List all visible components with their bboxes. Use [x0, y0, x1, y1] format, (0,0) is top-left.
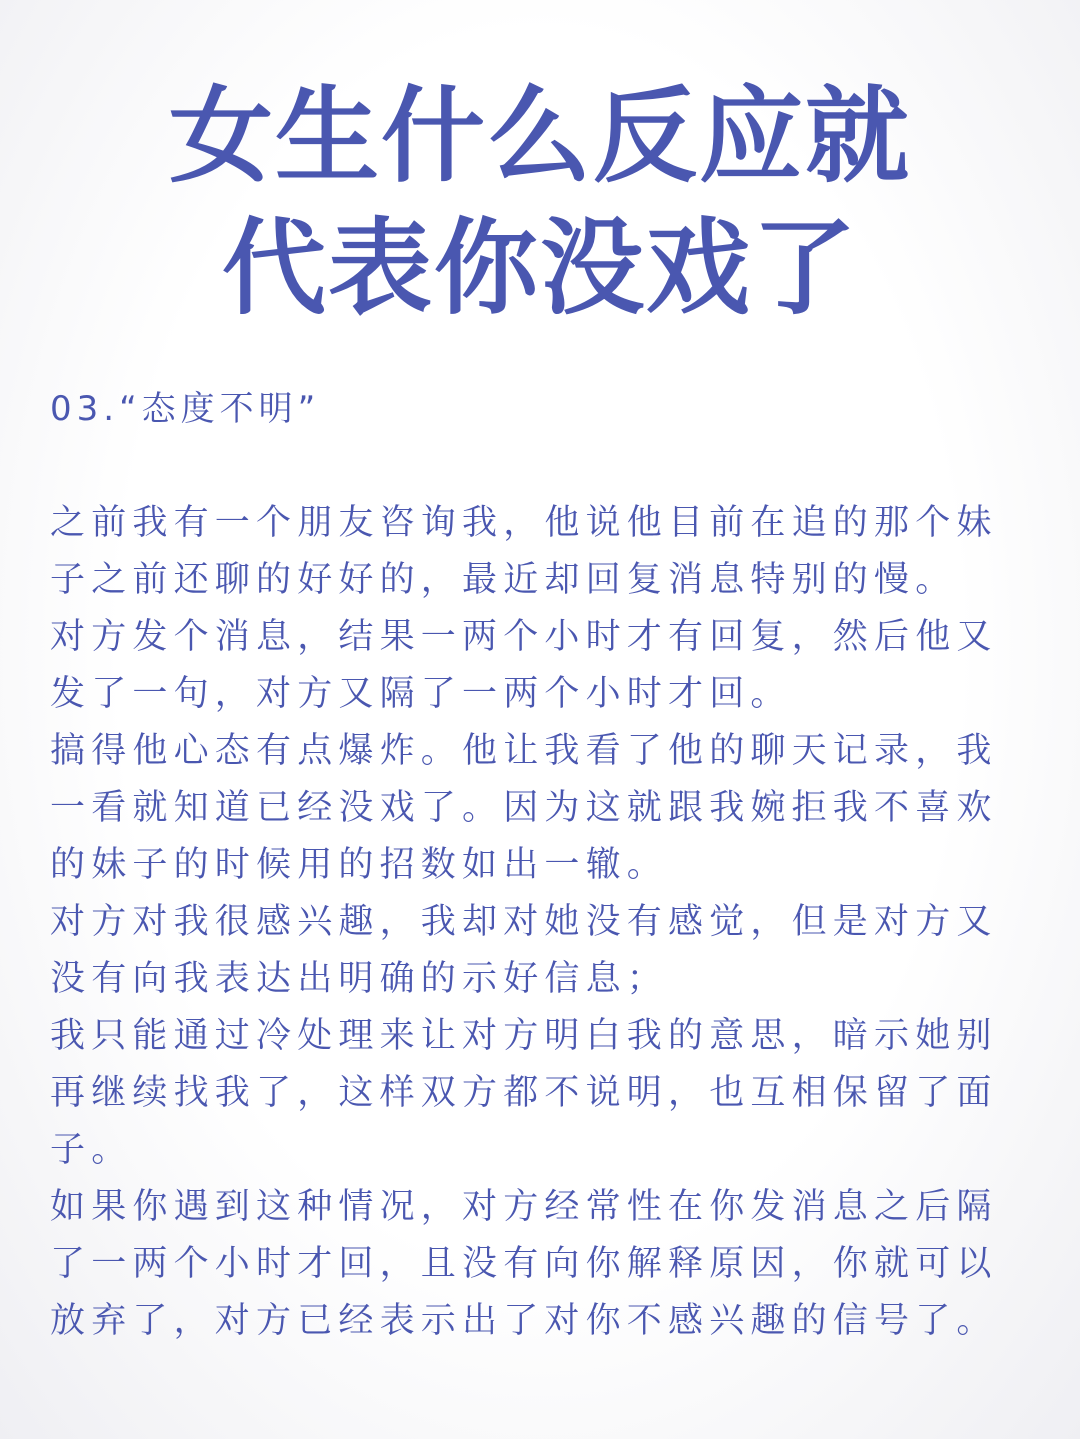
body-line: 搞得他心态有点爆炸。他让我看了他的聊天记录，我: [50, 731, 998, 771]
body-line: 对方对我很感兴趣，我却对她没有感觉，但是对方又: [50, 902, 998, 942]
body-line: 了一两个小时才回，且没有向你解释原因，你就可以: [50, 1244, 998, 1284]
body-line: 一看就知道已经没戏了。因为这就跟我婉拒我不喜欢: [50, 788, 998, 828]
body-line: 子。: [50, 1130, 133, 1170]
body-line: 放弃了，对方已经表示出了对你不感兴趣的信号了。: [50, 1301, 998, 1341]
section-heading: 03.“态度不明”: [50, 389, 321, 429]
title-line-2: 代表你没戏了: [221, 207, 858, 329]
body-line: 子之前还聊的好好的，最近却回复消息特别的慢。: [50, 560, 957, 600]
body-line: 之前我有一个朋友咨询我，他说他目前在追的那个妹: [50, 503, 998, 543]
body-line: 的妹子的时候用的招数如出一辙。: [50, 845, 669, 885]
body-line: 再继续找我了，这样双方都不说明，也互相保留了面: [50, 1073, 998, 1113]
title-line-1: 女生什么反应就: [168, 75, 911, 197]
body-line: 我只能通过冷处理来让对方明白我的意思，暗示她别: [50, 1016, 998, 1056]
body-line: 对方发个消息，结果一两个小时才有回复，然后他又: [50, 617, 998, 657]
body-line: 发了一句，对方又隔了一两个小时才回。: [50, 674, 792, 714]
body-line: 没有向我表达出明确的示好信息；: [50, 959, 669, 999]
body-line: 如果你遇到这种情况，对方经常性在你发消息之后隔: [50, 1187, 998, 1227]
